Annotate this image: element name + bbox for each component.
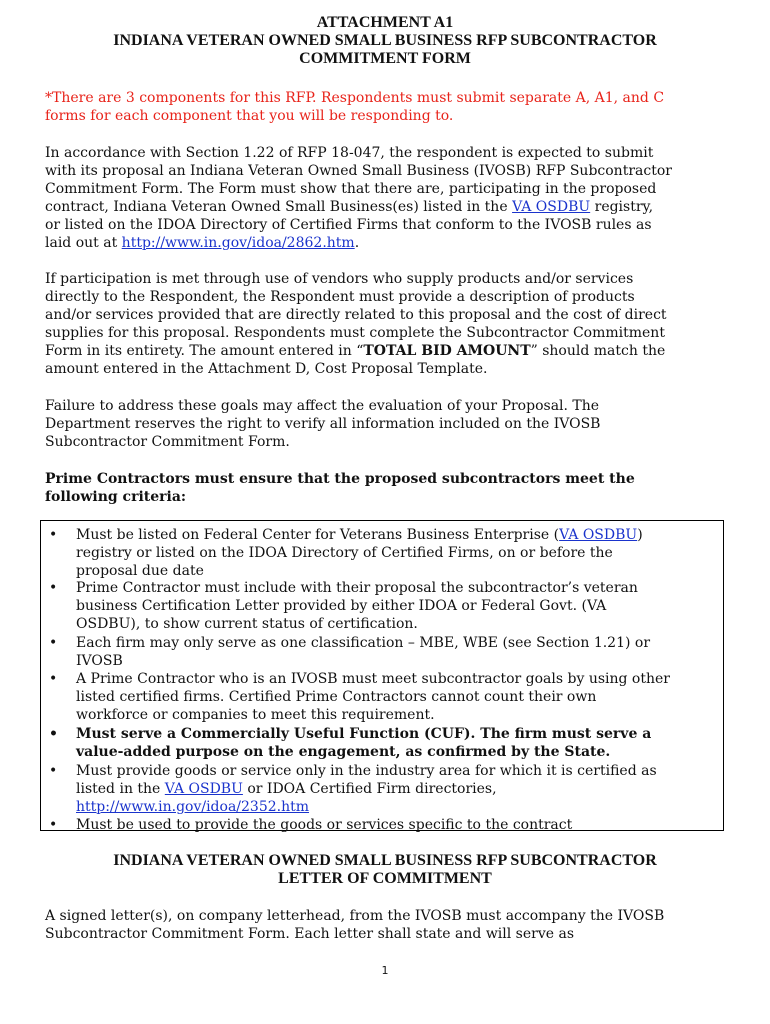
document-title (40, 14, 730, 68)
intro-paragraph: In accordance with Section 1.22 of RFP 18-047, the respondent is expected to submit with its proposal an Indiana Veteran Owned Small Business (IVOSB) RFP Subcontractor Commitment Form. The Form must show that there are, participating in the proposed contract, Indiana Veteran Owned Small Business(es) listed in the VA OSDBU registry, or listed on the IDOA Directory of Certified Firms that conform to the IVOSB rules as laid out at http://www.in.gov/idoa/2862.htm. (45, 145, 672, 251)
criteria-box: • Must be listed on Federal Center for Veterans Business Enterprise (VA OSDBU) registry or listed on the IDOA Directory of Certified Firms, on or before the proposal due date • Prime Contractor must include with their proposal the subcontractor’s veteran business Certification Letter provided by either IDOA or Federal Govt. (VA OSDBU), to show current status of certification. • Each firm may only serve as one classification – MBE, WBE (see Section 1.21) or IVOSB • A Prime Contractor who is an IVOSB must meet subcontractor goals by using other listed certified firms. Certified Prime Contractors cannot count their own workforce or companies to meet this requirement. • Must serve a Commercially Useful Function (CUF). The firm must serve a value-added purpose on the engagement, as confirmed by the State. • Must provide goods or service only in the industry area for which it is certified as listed in the VA OSDBU or IDOA Certified Firm directories, http://www.in.gov/idoa/2352.htm • Must be used to provide the goods or services specific to the contract (40, 520, 724, 831)
bullet-icon: • (49, 635, 58, 651)
va-osdbu-link[interactable]: VA OSDBU (512, 199, 591, 215)
bullet-icon: • (49, 580, 58, 596)
letter-paragraph: A signed letter(s), on company letterhead, from the IVOSB must accompany the IVOSB Subcontractor Commitment Form. Each letter shall state and will serve as (45, 908, 665, 942)
form-title-line: COMMITMENT FORM (299, 50, 471, 67)
bullet-icon: • (49, 527, 58, 543)
components-notice: *There are 3 components for this RFP. Respondents must submit separate A, A1, and C forms for each component that you will be responding to. (45, 90, 665, 124)
bullet-icon: • (49, 763, 58, 779)
bullet-icon: • (49, 671, 58, 687)
form-title-line: INDIANA VETERAN OWNED SMALL BUSINESS RFP SUBCONTRACTOR (113, 32, 657, 49)
va-osdbu-link[interactable]: VA OSDBU (559, 527, 638, 543)
failure-paragraph: Failure to address these goals may affect the evaluation of your Proposal. The Department reserves the right to verify all information included on the IVOSB Subcontractor Commitment Form. (45, 398, 601, 450)
attachment-label: ATTACHMENT A1 (316, 14, 454, 31)
criteria-heading: Prime Contractors must ensure that the proposed subcontractors meet the following criteria: (45, 471, 635, 505)
bullet-icon: • (49, 726, 58, 742)
page-number: 1 (381, 964, 389, 977)
participation-paragraph: If participation is met through use of vendors who supply products and/or services directly to the Respondent, the Respondent must provide a description of products and/or services provided that are directly related to this proposal and the cost of direct supplies for this proposal. Respondents must complete the Subcontractor Commitment Form in its entirety. The amount entered in “TOTAL BID AMOUNT” should match the amount entered in the Attachment D, Cost Proposal Template. (45, 271, 667, 377)
total-bid-amount-label: TOTAL BID AMOUNT (363, 343, 531, 359)
bullet-icon: • (49, 817, 58, 833)
idoa-2862-link[interactable]: http://www.in.gov/idoa/2862.htm (121, 235, 355, 251)
letter-heading: INDIANA VETERAN OWNED SMALL BUSINESS RFP SUBCONTRACTOR LETTER OF COMMITMENT (113, 852, 657, 887)
idoa-2352-link[interactable]: http://www.in.gov/idoa/2352.htm (76, 799, 310, 815)
va-osdbu-link[interactable]: VA OSDBU (164, 781, 243, 797)
